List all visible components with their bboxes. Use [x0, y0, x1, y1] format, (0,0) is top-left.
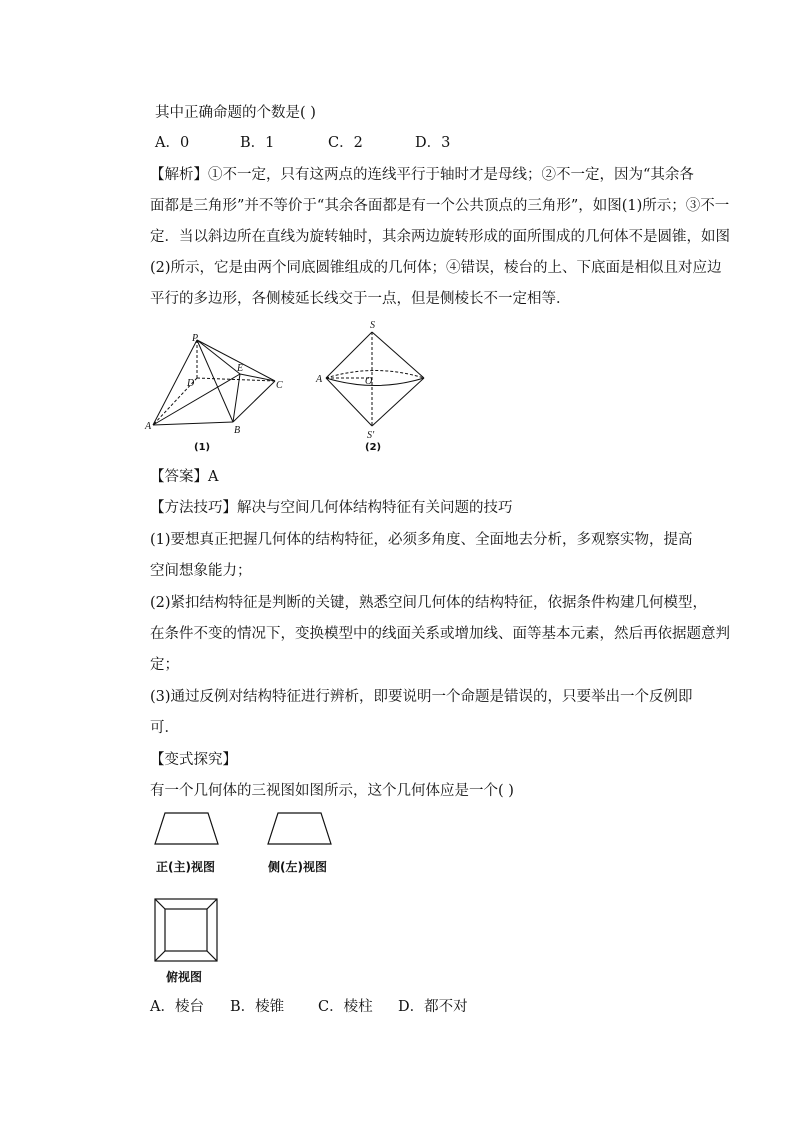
method-line-3: (2)紧扣结构特征是判断的关键，熟悉空间几何体的结构特征，依据条件构建几何模型，	[150, 595, 708, 611]
fig1-label-c: C	[276, 380, 283, 391]
analysis-line-4: (2)所示，它是由两个同底圆锥组成的几何体；④错误，棱台的上、下底面是相似且对应边	[150, 260, 722, 276]
method-line-4: 在条件不变的情况下，变换模型中的线面关系或增加线、面等基本元素，然后再依据题意判	[150, 626, 730, 642]
method-line-6: (3)通过反例对结构特征进行辨析，即要说明一个命题是错误的，只要举出一个反例即	[150, 689, 693, 705]
answer: 【答案】A	[150, 469, 219, 485]
option-c: C．2	[328, 135, 363, 151]
figure-1-pyramid	[140, 330, 290, 464]
method-title: 【方法技巧】解决与空间几何体结构特征有关问题的技巧	[150, 500, 513, 516]
variant-options	[150, 997, 468, 1017]
fig1-label-e: E	[237, 363, 244, 374]
fig2-label-s-prime: S′	[367, 430, 375, 441]
figure-1-caption: (1)	[194, 442, 211, 453]
fig1-label-b: B	[234, 425, 241, 436]
side-view-caption: 侧(左)视图	[268, 860, 327, 874]
top-view-figure	[153, 897, 219, 967]
option-b: B．1	[240, 135, 275, 151]
fig2-label-a: A	[316, 374, 323, 385]
figure-2-double-cone	[310, 318, 440, 452]
fig2-label-o: O	[365, 376, 373, 387]
front-view-figure	[150, 810, 224, 854]
front-view-caption: 正(主)视图	[156, 860, 215, 874]
variant-option-c: C．棱柱	[318, 999, 373, 1015]
option-a: A．0	[155, 135, 190, 151]
variant-title: 【变式探究】	[150, 752, 237, 768]
method-line-1: (1)要想真正把握几何体的结构特征，必须多角度、全面地去分析，多观察实物，提高	[150, 532, 693, 548]
fig2-label-s: S	[370, 320, 375, 331]
analysis-line-3: 定．当以斜边所在直线为旋转轴时，其余两边旋转形成的面所围成的几何体不是圆锥，如图	[150, 229, 730, 245]
fig1-label-d: D	[187, 378, 195, 389]
figure-2-caption: (2)	[365, 442, 382, 453]
method-line-2: 空间想象能力；	[150, 563, 252, 579]
option-d: D．3	[415, 135, 451, 151]
variant-option-b: B．棱锥	[230, 999, 285, 1015]
side-view-figure	[263, 810, 337, 854]
variant-question: 有一个几何体的三视图如图所示，这个几何体应是一个( )	[150, 783, 514, 799]
top-view-caption: 俯视图	[166, 970, 203, 984]
variant-option-d: D．都不对	[398, 999, 468, 1015]
fig1-label-p: P	[192, 333, 199, 344]
question-stem: 其中正确命题的个数是( )	[155, 105, 316, 121]
variant-option-a: A．棱台	[150, 999, 204, 1015]
method-line-5: 定；	[150, 657, 179, 673]
fig1-label-a: A	[145, 421, 152, 432]
analysis-line-2: 面都是三角形”并不等价于“其余各面都是有一个公共顶点的三角形”，如图(1)所示；③不一	[150, 198, 730, 214]
method-line-7: 可．	[150, 720, 179, 736]
analysis-line-5: 平行的多边形，各侧棱延长线交于一点，但是侧棱长不一定相等．	[150, 291, 571, 307]
analysis-line-1: 【解析】①不一定，只有这两点的连线平行于轴时才是母线；②不一定，因为“其余各	[150, 167, 694, 183]
question-options	[155, 133, 450, 153]
